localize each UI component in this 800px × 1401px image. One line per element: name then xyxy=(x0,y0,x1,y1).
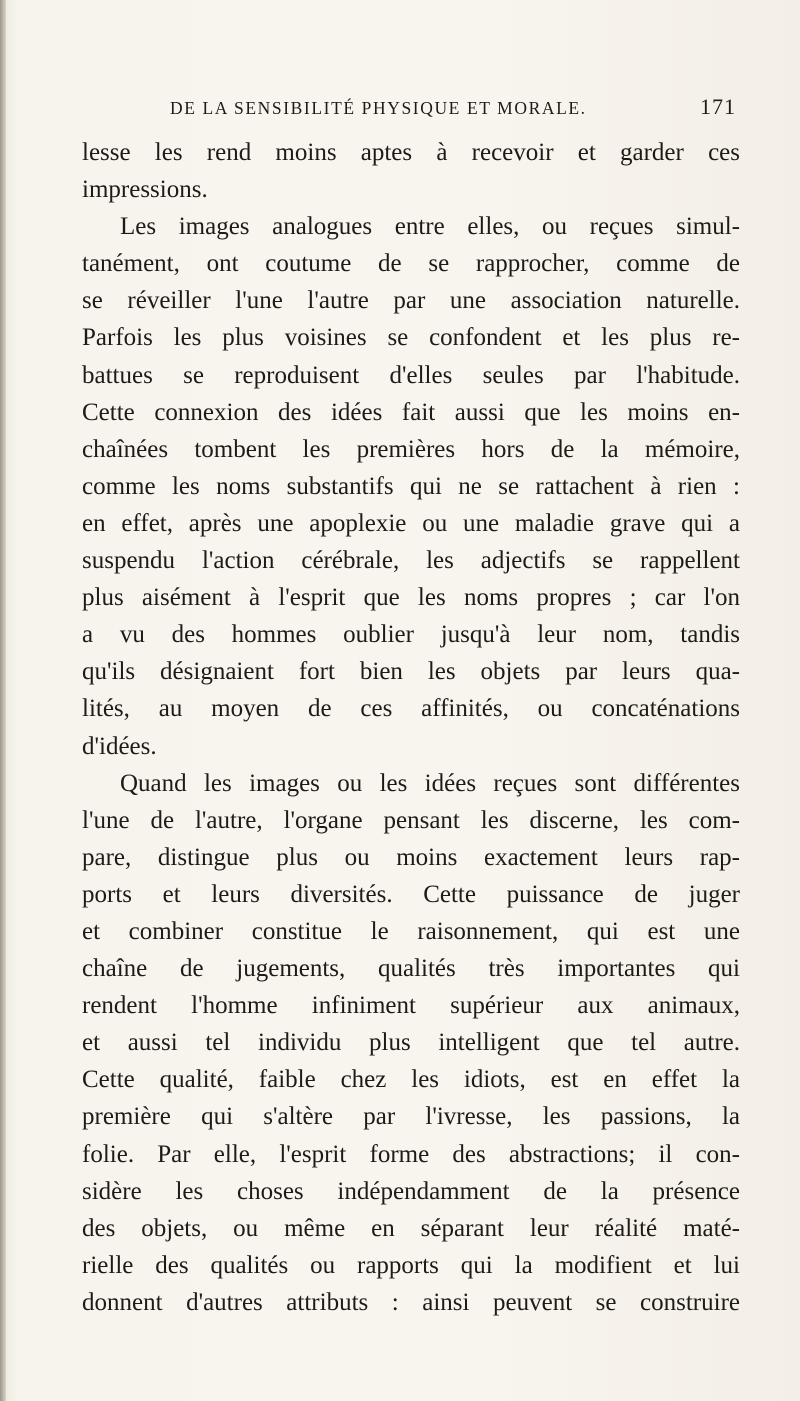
text-line: qu'ils désignaient fort bien les objets par leurs qua- xyxy=(82,658,740,686)
page-spine-shadow xyxy=(0,0,6,1401)
text-line: Cette qualité, faible chez les idiots, est en effet la xyxy=(82,1066,740,1094)
text-line: Cette connexion des idées fait aussi que les moins en- xyxy=(82,398,740,426)
page-header xyxy=(170,94,740,124)
text-line: donnent d'autres attributs : ainsi peuvent se construire xyxy=(82,1288,740,1316)
text-line: tanément, ont coutume de se rapprocher, comme de xyxy=(82,250,740,278)
text-line: suspendu l'action cérébrale, les adjectifs se rappellent xyxy=(82,547,740,575)
text-line: rendent l'homme infiniment supérieur aux animaux, xyxy=(82,992,740,1020)
text-line: impressions. xyxy=(82,176,208,204)
text-line: Les images analogues entre elles, ou reçues simul- xyxy=(120,213,740,241)
text-line: en effet, après une apoplexie ou une maladie grave qui a xyxy=(82,509,740,537)
page-number: 171 xyxy=(700,94,736,119)
text-line: chaîne de jugements, qualités très importantes qui xyxy=(82,955,740,983)
text-line: l'une de l'autre, l'organe pensant les discerne, les com- xyxy=(82,806,740,834)
text-line: battues se reproduisent d'elles seules par l'habitude. xyxy=(82,361,740,389)
text-line: sidère les choses indépendamment de la présence xyxy=(82,1177,740,1205)
text-line: Quand les images ou les idées reçues sont différentes xyxy=(120,769,740,797)
text-line: première qui s'altère par l'ivresse, les passions, la xyxy=(82,1103,740,1131)
text-line: Parfois les plus voisines se confondent et les plus re- xyxy=(82,324,740,352)
text-line: lités, au moyen de ces affinités, ou concaténations xyxy=(82,695,740,723)
running-title: DE LA SENSIBILITÉ PHYSIQUE ET MORALE. xyxy=(170,98,587,118)
text-line: pare, distingue plus ou moins exactement leurs rap- xyxy=(82,843,740,871)
text-line: et aussi tel individu plus intelligent que tel autre. xyxy=(82,1029,740,1057)
text-line: a vu des hommes oublier jusqu'à leur nom, tandis xyxy=(82,621,740,649)
text-line: folie. Par elle, l'esprit forme des abstractions; il con- xyxy=(82,1140,740,1168)
text-line: lesse les rend moins aptes à recevoir et garder ces xyxy=(82,139,740,166)
text-line: plus aisément à l'esprit que les noms propres ; car l'on xyxy=(82,584,740,612)
text-line: comme les noms substantifs qui ne se rattachent à rien : xyxy=(82,472,740,500)
text-line: chaînées tombent les premières hors de la mémoire, xyxy=(82,435,740,463)
body-text xyxy=(82,134,740,1321)
text-line: d'idées. xyxy=(82,732,157,760)
text-line: se réveiller l'une l'autre par une association naturelle. xyxy=(82,287,740,315)
text-line: des objets, ou même en séparant leur réalité maté- xyxy=(82,1214,740,1242)
text-line: et combiner constitue le raisonnement, qui est une xyxy=(82,917,740,945)
text-line: rielle des qualités ou rapports qui la modifient et lui xyxy=(82,1251,740,1279)
text-line: ports et leurs diversités. Cette puissance de juger xyxy=(82,880,740,908)
